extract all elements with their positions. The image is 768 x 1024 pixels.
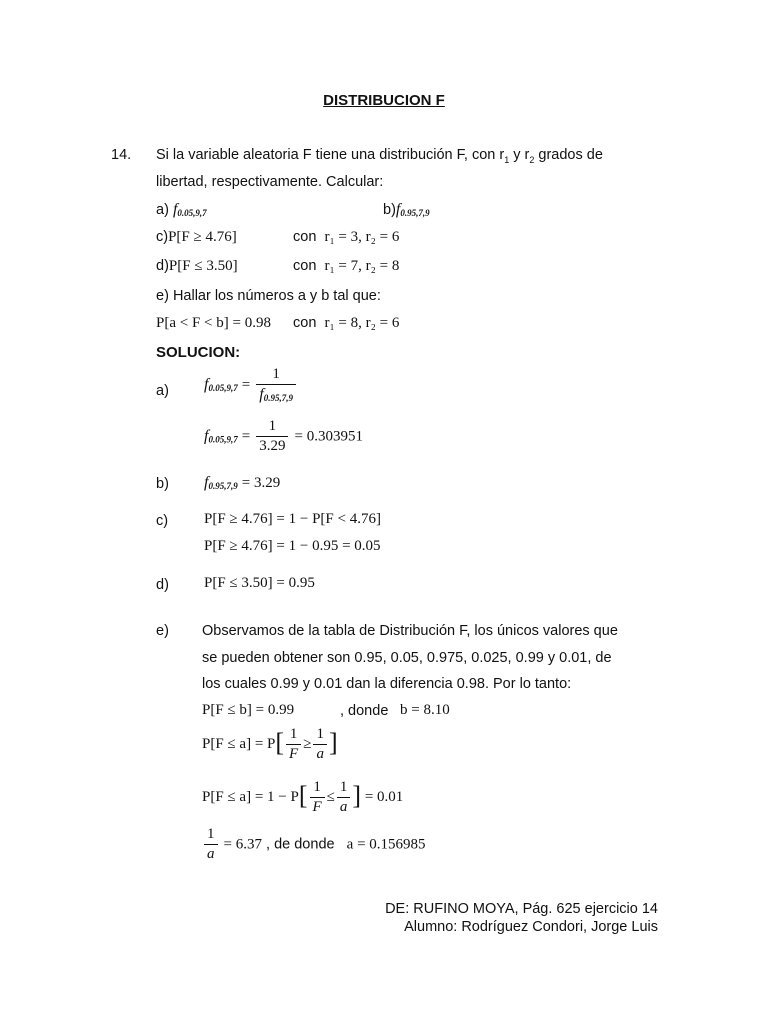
problem-line-1: Si la variable aleatoria F tiene una distribución F, con $r_1$ y $r_2$ grados de: [156, 147, 603, 165]
problem-line-2: libertad, respectivamente. Calcular:: [156, 174, 384, 190]
sol-e-b-value: b = 8.10: [400, 702, 450, 718]
sol-e-donde: , donde: [340, 703, 389, 719]
sol-c-line-2: P[F ≥ 4.76] = 1 − 0.95 = 0.05: [204, 538, 381, 554]
sol-e-eq-3: P[F ≤ a] = 1 − P[ $\frac{1}{F}$ ≤ $\frac{1}{a}$ ] = 0.01: [202, 779, 404, 815]
sol-c-label: c): [156, 513, 169, 529]
sol-a-eq1: f0.05,9,7 = $\frac{1}{f0.95,7,9}$: [204, 366, 298, 404]
sol-d-label: d): [156, 577, 169, 593]
item-e-equation: P[a < F < b] = 0.98: [156, 315, 271, 331]
footer-source: DE: RUFINO MOYA, Pág. 625 ejercicio 14: [385, 901, 658, 917]
sol-e-eq-4: $\frac{1}{a}$ = 6.37 , de donde a = 0.156985: [202, 826, 426, 863]
item-e-condition: con r₁ = 8, r₂ = 6: [293, 315, 400, 331]
sol-e-paragraph-1: Observamos de la tabla de Distribución F, los únicos valores que: [202, 623, 618, 639]
sol-d-eq: P[F ≤ 3.50] = 0.95: [204, 575, 315, 591]
sol-e-paragraph-3: los cuales 0.99 y 0.01 dan la diferencia 0.98. Por lo tanto:: [202, 676, 572, 692]
page-title: DISTRIBUCION F: [323, 92, 445, 109]
sol-e-paragraph-2: se pueden obtener son 0.95, 0.05, 0.975, 0.025, 0.99 y 0.01, de: [202, 650, 612, 666]
solution-heading: SOLUCION:: [156, 344, 241, 361]
problem-number: 14.: [111, 147, 132, 163]
sol-e-eq-1: P[F ≤ b] = 0.99: [202, 702, 295, 718]
item-b: b)f0.95,7,9: [383, 201, 430, 218]
footer-student: Alumno: Rodríguez Condori, Jorge Luis: [404, 919, 658, 935]
item-d-condition: con r₁ = 7, r₂ = 8: [293, 258, 400, 274]
sol-e-label: e): [156, 623, 169, 639]
sol-b-eq: f0.95,7,9 = 3.29: [204, 474, 281, 491]
item-c-condition: con r₁ = 3, r₂ = 6: [293, 229, 400, 245]
sol-a-eq2: f0.05,9,7 = $\frac{1}{3.29}$ = 0.303951: [204, 418, 363, 454]
sol-c-line-1: P[F ≥ 4.76] = 1 − P[F < 4.76]: [204, 511, 381, 527]
sol-b-label: b): [156, 476, 169, 492]
item-c: c)P[F ≥ 4.76]: [156, 229, 237, 245]
sol-a-label: a): [156, 383, 169, 399]
item-a: a) f0.05,9,7: [156, 201, 207, 218]
sol-e-eq-2: P[F ≤ a] = P[ $\frac{1}{F}$ ≥ $\frac{1}{a}$ ]: [202, 726, 338, 762]
item-d: d)P[F ≤ 3.50]: [156, 258, 238, 274]
item-e: e) Hallar los números a y b tal que:: [156, 288, 381, 304]
